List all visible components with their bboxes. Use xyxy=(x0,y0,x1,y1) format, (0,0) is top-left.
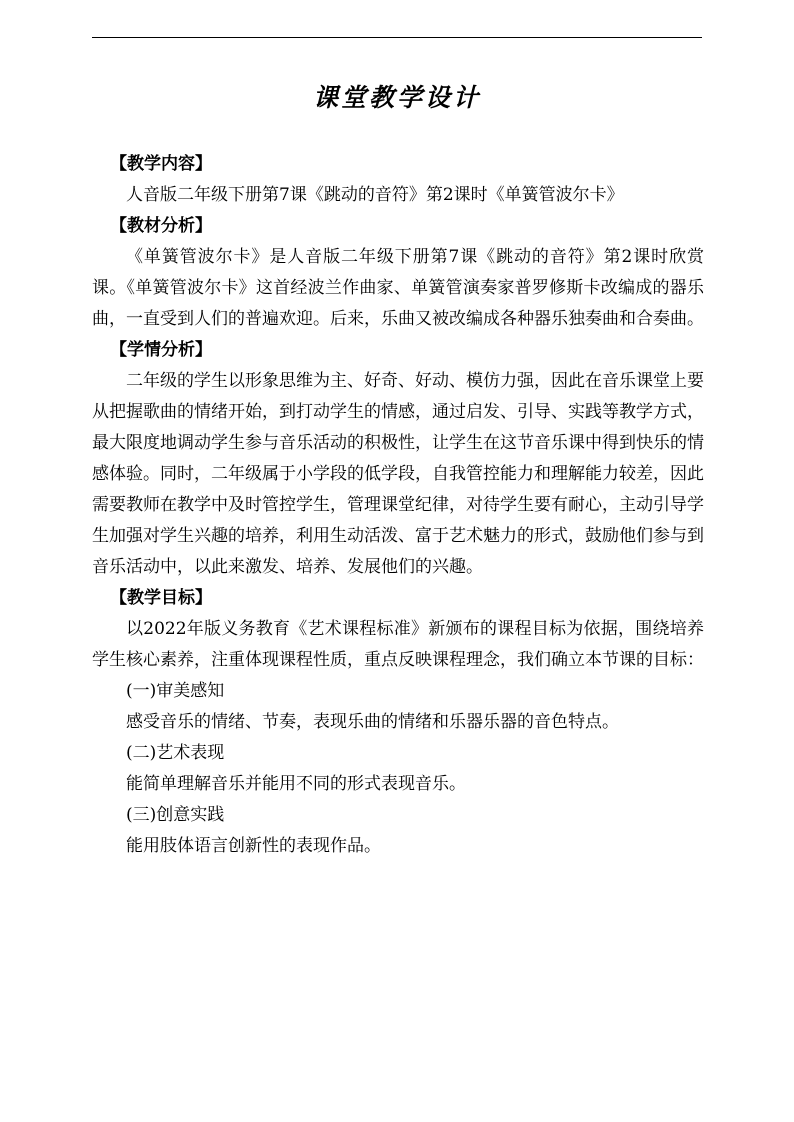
section-text-content: 人音版二年级下册第7课《跳动的音符》第2课时《单簧管波尔卡》 xyxy=(126,185,624,205)
goal-text-expression: 能简单理解音乐并能用不同的形式表现音乐。 xyxy=(126,774,466,794)
section-heading-goals: 【教学目标】 xyxy=(110,588,212,608)
goal-label-expression: (二)艺术表现 xyxy=(126,743,225,763)
goal-text-aesthetic: 感受音乐的情绪、节奏，表现乐曲的情绪和乐器乐器的音色特点。 xyxy=(126,712,619,732)
section-text-material: 《单簧管波尔卡》是人音版二年级下册第7课《跳动的音符》第2课时欣赏课。《单簧管波尔卡》这首经波兰作曲家、单簧管演奏家普罗修斯卡改编成的器乐曲，一直受到人们的普遍欢迎。后来，乐曲又被改编成各种器乐独奏曲和合奏曲。 xyxy=(92,247,704,329)
document-body xyxy=(92,149,704,862)
section-text-goals-intro: 以2022年版义务教育《艺术课程标准》新颁布的课程目标为依据，围绕培养学生核心素养，注重体现课程性质，重点反映课程理念，我们确立本节课的目标： xyxy=(92,619,704,670)
goal-text-practice: 能用肢体语言创新性的表现作品。 xyxy=(126,836,381,856)
section-heading-students: 【学情分析】 xyxy=(110,340,212,360)
header-rule xyxy=(92,37,702,38)
section-heading-content: 【教学内容】 xyxy=(110,154,212,174)
goal-label-practice: (三)创意实践 xyxy=(126,805,225,825)
document-title: 课堂教学设计 xyxy=(312,83,481,112)
section-text-students: 二年级的学生以形象思维为主、好奇、好动、模仿力强，因此在音乐课堂上要从把握歌曲的情绪开始，到打动学生的情感，通过启发、引导、实践等教学方式，最大限度地调动学生参与音乐活动的积极性，让学生在这节音乐课中得到快乐的情感体验。同时，二年级属于小学段的低学段，自我管控能力和理解能力较差，因此需要教师在教学中及时管控学生，管理课堂纪律，对待学生要有耐心，主动引导学生加强对学生兴趣的培养，利用生动活泼、富于艺术魅力的形式，鼓励他们参与到音乐活动中，以此来激发、培养、发展他们的兴趣。 xyxy=(92,371,704,577)
section-heading-material: 【教材分析】 xyxy=(110,216,212,236)
goal-label-aesthetic: (一)审美感知 xyxy=(126,681,225,701)
